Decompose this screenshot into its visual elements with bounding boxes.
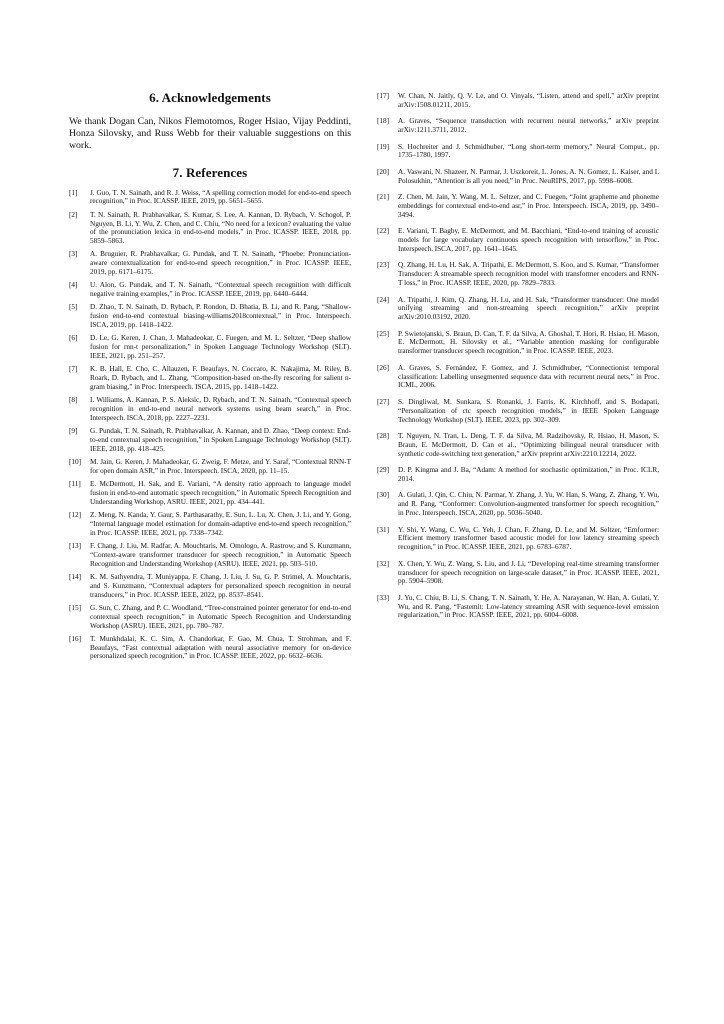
reference-number: [21] [377, 193, 389, 202]
reference-number: [23] [377, 261, 389, 270]
reference-text: W. Chan, N. Jaitly, Q. V. Le, and O. Vinyals, “Listen, attend and spell,” arXiv preprint arXiv:1508.01211, 2015. [398, 92, 659, 109]
reference-number: [9] [69, 427, 78, 436]
reference-text: I. Williams, A. Kannan, P. S. Aleksic, D. Rybach, and T. N. Sainath, “Contextual speech recognition in end-to-end neural network systems using beam search,” in Proc. Interspeech. ISCA, 2018, pp. 2227–2231. [90, 396, 351, 422]
reference-text: J. Guo, T. N. Sainath, and R. J. Weiss, “A spelling correction model for end-to-end speech recognition,” in Proc. ICASSP. IEEE, 2019, pp. 5651–5655. [90, 188, 351, 206]
reference-text: K. M. Sathyendra, T. Muniyappa, F. Chang, J. Liu, J. Su, G. P. Strimel, A. Mouchtaris, and S. Kunzmann, “Contextual adapters for personalized speech recognition in neural transducers,” in Proc. ICASSP. IEEE, 2022, pp. 8537–8541. [90, 572, 351, 599]
references-list-right [377, 92, 659, 620]
acknowledgements-text: We thank Dogan Can, Nikos Flemotomos, Roger Hsiao, Vijay Peddinti, Honza Silovsky, and Russ Webb for their valuable suggestions on this work. [69, 116, 351, 152]
reference-item [69, 211, 351, 246]
acknowledgements-heading: 6. Acknowledgements [149, 90, 271, 105]
reference-item [377, 143, 659, 161]
reference-text: Z. Meng, N. Kanda, Y. Gaur, S. Parthasarathy, E. Sun, L. Lu, X. Chen, J. Li, and Y. Gong, “Internal language model estimation for domain-adaptive end-to-end speech recognition,” in Proc. ICASSP. IEEE, 2021, pp. 7338–7342. [90, 511, 351, 537]
reference-item [69, 427, 351, 454]
reference-text: D. Zhao, T. N. Sainath, D. Rybach, P. Rondon, D. Bhatia, B. Li, and R. Pang, “Shallow-fusion end-to-end contextual biasing-williams2018contextual,” in Proc. Interspeech. ISCA, 2019, pp. 1418–1422. [90, 303, 351, 330]
reference-number: [7] [69, 365, 78, 374]
references-list-left [69, 189, 351, 662]
reference-text: A. Gulati, J. Qin, C. Chiu, N. Parmar, Y. Zhang, J. Yu, W. Han, S. Wang, Z. Zhang, Y. Wu, and R. Pang, “Conformer: Convolution-augmented transformer for speech recognition,” in Proc. Interspeech. ISCA, 2020, pp. 5036–5040. [398, 491, 659, 518]
reference-item [377, 560, 659, 587]
reference-number: [31] [377, 525, 389, 534]
reference-text: K. B. Hall, E. Cho, C. Allauzen, F. Beaufays, N. Coccaro, K. Nakajima, M. Riley, B. Roark, D. Rybach, and L. Zhang, “Composition-based on-the-fly rescoring for salient n-gram biasing,” in Proc. Interspeech. ISCA, 2015, pp. 1418–1422. [90, 365, 351, 391]
left-column [69, 88, 351, 666]
reference-number: [28] [377, 432, 389, 440]
reference-item [69, 635, 351, 662]
reference-item [377, 594, 659, 621]
reference-item [377, 330, 659, 357]
reference-text: M. Jain, G. Keren, J. Mahadeokar, G. Zweig, F. Metze, and Y. Saraf, “Contextual RNN-T for open domain ASR,” in Proc. Interspeech. ISCA, 2020, pp. 11–15. [90, 458, 351, 475]
reference-number: [12] [69, 511, 81, 520]
references-heading: 7. References [172, 164, 248, 180]
reference-text: S. Dingliwal, M. Sunkara, S. Ronanki, J. Farris, K. Kirchhoff, and S. Bodapati, “Personalization of ctc speech recognition models,” in IEEE Spoken Language Technology Workshop (SLT). IEEE, 2023, pp. 302–309. [398, 397, 659, 424]
reference-item [377, 526, 659, 553]
reference-text: Q. Zhang, H. Lu, H. Sak, A. Tripathi, E. McDermott, S. Koo, and S. Kumar, “Transformer Transducer: A streamable speech recognition model with transformer encoders and RNN-T loss,” in Proc. ICASSP. IEEE, 2020, pp. 7829–7833. [398, 261, 659, 288]
reference-number: [13] [69, 541, 81, 550]
reference-number: [25] [377, 329, 389, 338]
reference-item [377, 398, 659, 425]
reference-number: [22] [377, 227, 389, 236]
reference-text: D. Le, G. Keren, J. Chan, J. Mahadeokar, C. Fuegen, and M. L. Seltzer, “Deep shallow fusion for rnn-t personalization,” in Spoken Language Technology Workshop (SLT). IEEE, 2021, pp. 251–257. [90, 334, 351, 361]
reference-text: F. Chang, J. Liu, M. Radfar, A. Mouchtaris, M. Omologo, A. Rastrow, and S. Kunzmann, “Context-aware transformer transducer for speech recognition,” in Automatic Speech Recognition and Understanding Workshop (ASRU). IEEE, 2021, pp. 503–510. [90, 541, 351, 568]
reference-number: [15] [69, 603, 81, 612]
reference-text: E. McDermott, H. Sak, and E. Variani, “A density ratio approach to language model fusion in end-to-end automatic speech recognition,” in Automatic Speech Recognition and Understanding Workshop, ASRU. IEEE, 2021, pp. 434–441. [90, 480, 351, 506]
reference-number: [30] [377, 491, 389, 500]
reference-number: [26] [377, 363, 389, 372]
reference-item [69, 542, 351, 569]
reference-number: [11] [69, 480, 81, 489]
reference-item [69, 396, 351, 423]
reference-number: [18] [377, 117, 389, 126]
reference-item [69, 250, 351, 277]
reference-number: [10] [69, 458, 81, 467]
reference-text: U. Alon, G. Pundak, and T. N. Sainath, “Contextual speech recognition with difficult negative training examples,” in Proc. ICASSP. IEEE, 2019, pp. 6440–6444. [90, 281, 351, 299]
reference-text: T. Nguyen, N. Tran, L. Deng, T. F. da Silva, M. Radzihovsky, R. Hsiao, H. Mason, S. Braun, E. McDermott, D. Can et al., “Optimizing bilingual neural transducer with synthetic code-switching text generation,” arXiv preprint arXiv:2210.12214, 2022. [398, 432, 659, 458]
reference-number: [20] [377, 167, 389, 176]
reference-item [69, 365, 351, 392]
reference-number: [33] [377, 593, 389, 602]
reference-text: S. Hochreiter and J. Schmidhuber, “Long short-term memory,” Neural Comput., pp. 1735–1780, 1997. [398, 142, 659, 160]
reference-text: P. Swietojanski, S. Braun, D. Can, T. F. da Silva, A. Ghoshal, T. Hori, R. Hsiao, H. Mason, E. McDermott, H. Silovsky et al., “Variable attention masking for configurable transformer transducer speech recognition,” in Proc. ICASSP. IEEE, 2023. [398, 329, 659, 356]
reference-number: [6] [69, 334, 78, 343]
reference-text: D. P. Kingma and J. Ba, “Adam: A method for stochastic optimization,” in Proc. ICLR, 2014. [398, 466, 659, 483]
reference-text: J. Yu, C. Chiu, B. Li, S. Chang, T. N. Sainath, Y. He, A. Narayanan, W. Han, A. Gulati, Y. Wu, and R. Pang, “Fastemit: Low-latency streaming ASR with sequence-level emission regularization,” in Proc. ICASSP. IEEE, 2021, pp. 6004–6008. [398, 593, 659, 620]
reference-text: E. Variani, T. Bagby, E. McDermott, and M. Bacchiani, “End-to-end training of acoustic models for large vocabulary continuous speech recognition with tensorflow,” in Proc. Interspeech. ISCA, 2017, pp. 1641–1645. [398, 227, 659, 253]
reference-item [69, 480, 351, 507]
reference-item [377, 261, 659, 288]
reference-number: [24] [377, 295, 389, 304]
reference-item [69, 189, 351, 207]
reference-item [377, 168, 659, 186]
reference-item [377, 117, 659, 135]
reference-item [69, 334, 351, 361]
reference-item [377, 466, 659, 484]
reference-item [69, 511, 351, 538]
reference-item [377, 296, 659, 323]
reference-item [377, 193, 659, 220]
reference-text: Z. Chen, M. Jain, Y. Wang, M. L. Seltzer, and C. Fuegen, “Joint grapheme and phoneme embeddings for contextual end-to-end asr,” in Proc. Interspeech. ISCA, 2019, pp. 3490–3494. [398, 193, 659, 219]
reference-number: [1] [69, 188, 78, 197]
reference-number: [29] [377, 466, 389, 475]
reference-item [377, 432, 659, 459]
reference-text: Y. Shi, Y. Wang, C. Wu, C. Yeh, J. Chan, F. Zhang, D. Le, and M. Seltzer, “Emformer: Efficient memory transformer based acoustic model for low latency streaming speech recognition,” in Proc. ICASSP. IEEE, 2021, pp. 6783–6787. [398, 525, 659, 552]
reference-item [377, 227, 659, 254]
reference-number: [3] [69, 250, 78, 259]
reference-text: A. Graves, S. Fernández, F. Gomez, and J. Schmidhuber, “Connectionist temporal classification: Labelling unsegmented sequence data with recurrent neural nets,” in Proc. ICML, 2006. [398, 363, 659, 390]
reference-number: [27] [377, 397, 389, 406]
reference-text: G. Pundak, T. N. Sainath, R. Prabhavalkar, A. Kannan, and D. Zhao, “Deep context: End-to-end contextual speech recognition,” in Spoken Language Technology Workshop (SLT). IEEE, 2018, pp. 418–425. [90, 427, 351, 453]
reference-number: [19] [377, 142, 389, 151]
reference-text: T. Munkhdalai, K. C. Sim, A. Chandorkar, F. Gao, M. Chua, T. Strohman, and F. Beaufays, “Fast contextual adaptation with neural associative memory for on-device personalized speech recognition,” in Proc. ICASSP. IEEE, 2022, pp. 6632–6636. [90, 634, 351, 661]
reference-text: A. Graves, “Sequence transduction with recurrent neural networks,” arXiv preprint arXiv:1211.3711, 2012. [398, 117, 659, 135]
reference-item [377, 92, 659, 110]
reference-item [69, 281, 351, 299]
reference-number: [17] [377, 92, 389, 100]
reference-item [377, 491, 659, 518]
reference-text: A. Bruguier, R. Prabhavalkar, G. Pundak, and T. N. Sainath, “Phoebe: Pronunciation-aware contextualization for end-to-end speech recognition,” in Proc. ICASSP. IEEE, 2019, pp. 6171–6175. [90, 250, 351, 277]
reference-item [69, 303, 351, 330]
reference-item [69, 604, 351, 631]
reference-item [69, 458, 351, 476]
reference-text: T. N. Sainath, R. Prabhavalkar, S. Kumar, S. Lee, A. Kannan, D. Rybach, V. Schogol, P. Nguyen, B. Li, Y. Wu, Z. Chen, and C. Chiu, “No need for a lexicon? evaluating the value of the pronunciation lexica in end-to-end models,” in Proc. ICASSP. IEEE, 2018, pp. 5859–5863. [90, 210, 351, 246]
reference-number: [2] [69, 210, 78, 219]
reference-number: [4] [69, 281, 78, 290]
reference-text: A. Tripathi, J. Kim, Q. Zhang, H. Lu, and H. Sak, “Transformer transducer: One model unifying streaming and non-streaming speech recognition,” arXiv preprint arXiv:2010.03192, 2020. [398, 295, 659, 322]
reference-number: [5] [69, 303, 78, 312]
reference-number: [8] [69, 396, 78, 405]
reference-text: X. Chen, Y. Wu, Z. Wang, S. Liu, and J. Li, “Developing real-time streaming transformer transducer for speech recognition on large-scale dataset,” in Proc. ICASSP. IEEE, 2021, pp. 5904–5908. [398, 559, 659, 586]
reference-item [377, 364, 659, 391]
reference-number: [14] [69, 572, 81, 581]
reference-item [69, 573, 351, 600]
right-column [377, 92, 659, 628]
reference-text: A. Vaswani, N. Shazeer, N. Parmar, J. Uszkoreit, L. Jones, A. N. Gomez, L. Kaiser, and I. Polosukhin, “Attention is all you need,” in Proc. NeuRIPS, 2017, pp. 5998–6008. [398, 167, 659, 185]
reference-text: G. Sun, C. Zhang, and P. C. Woodland, “Tree-constrained pointer generator for end-to-end contextual speech recognition,” in Automatic Speech Recognition and Understanding Workshop (ASRU). IEEE, 2021, pp. 780–787. [90, 603, 351, 630]
reference-number: [32] [377, 559, 389, 568]
reference-number: [16] [69, 634, 81, 643]
